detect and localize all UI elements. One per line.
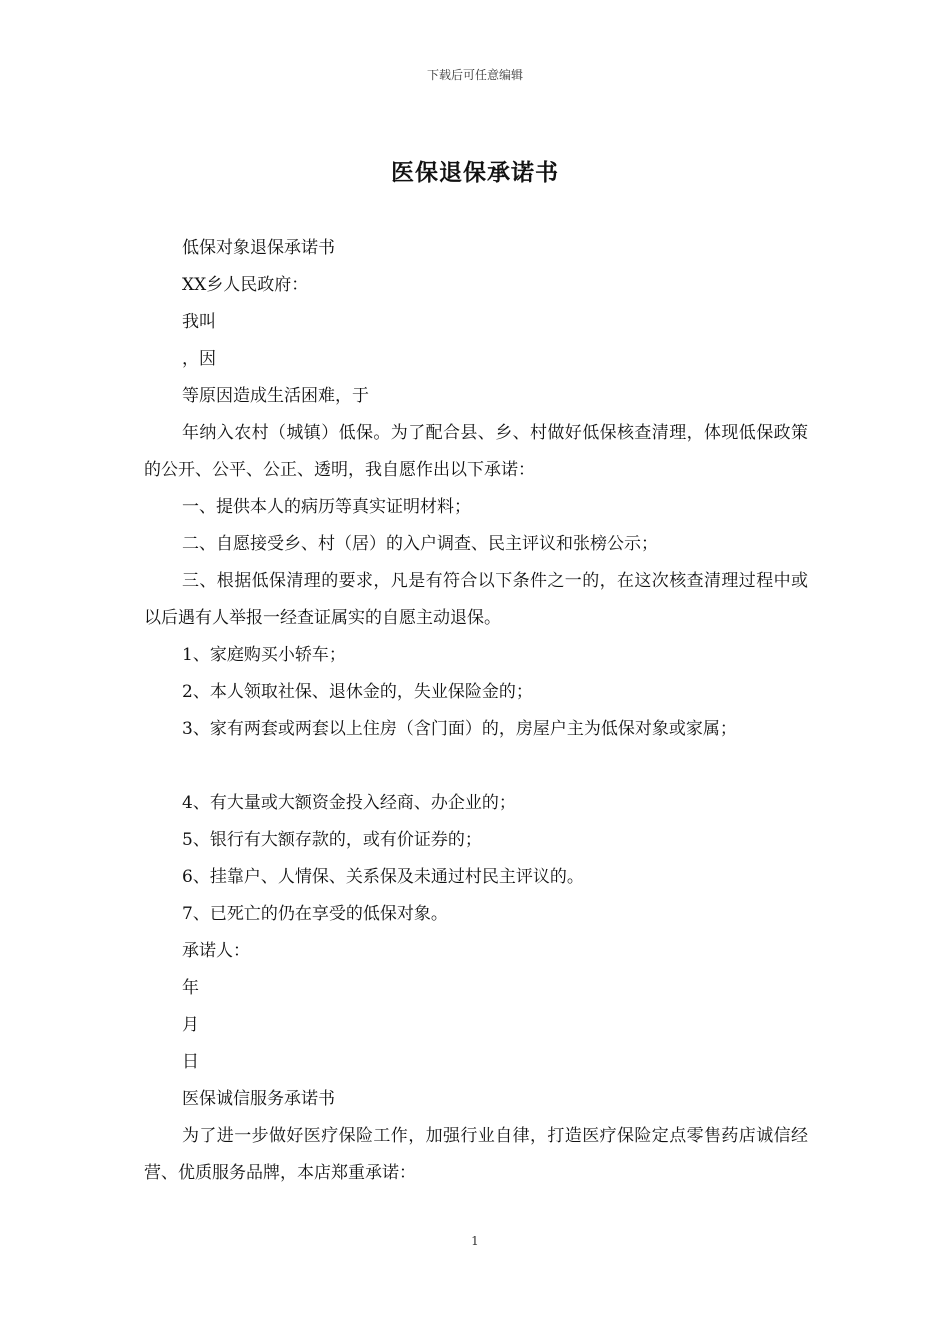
- paragraph-month: 月: [182, 1015, 199, 1035]
- document-body: [144, 230, 808, 1192]
- paragraph-commitment-2: 二、自愿接受乡、村（居）的入户调查、民主评议和张榜公示；: [182, 534, 658, 554]
- paragraph-condition-4: 4、有大量或大额资金投入经商、办企业的；: [182, 793, 516, 813]
- header-note: 下载后可任意编辑: [426, 68, 523, 82]
- paragraph-subtitle: 低保对象退保承诺书: [182, 238, 335, 258]
- paragraph-commitment-1: 一、提供本人的病历等真实证明材料；: [182, 497, 471, 517]
- paragraph-name: 我叫: [182, 312, 216, 332]
- paragraph-condition-2: 2、本人领取社保、退休金的，失业保险金的；: [182, 682, 533, 702]
- paragraph-reason: ，因: [182, 349, 216, 369]
- paragraph-addressee: XX乡人民政府：: [182, 275, 309, 295]
- paragraph-condition-5: 5、银行有大额存款的，或有价证券的；: [182, 830, 482, 850]
- paragraph-commitment-3: 三、根据低保清理的要求，凡是有符合以下条件之一的，在这次核查清理过程中或以后遇有人举报一经查证属实的自愿主动退保。: [144, 571, 808, 628]
- paragraph-hardship: 等原因造成生活困难，于: [182, 386, 369, 406]
- paragraph-second-title: 医保诚信服务承诺书: [182, 1089, 335, 1109]
- paragraph-year: 年: [182, 978, 199, 998]
- paragraph-signatory: 承诺人：: [182, 941, 250, 961]
- paragraph-condition-3: 3、家有两套或两套以上住房（含门面）的，房屋户主为低保对象或家属；: [182, 719, 737, 739]
- paragraph-intro: 年纳入农村（城镇）低保。为了配合县、乡、村做好低保核查清理，体现低保政策的公开、公平、公正、透明，我自愿作出以下承诺：: [144, 423, 808, 480]
- paragraph-condition-1: 1、家庭购买小轿车；: [182, 645, 346, 665]
- paragraph-condition-6: 6、挂靠户、人情保、关系保及未通过村民主评议的。: [182, 867, 584, 887]
- document-title: 医保退保承诺书: [391, 160, 559, 186]
- paragraph-second-intro: 为了进一步做好医疗保险工作，加强行业自律，打造医疗保险定点零售药店诚信经营、优质服务品牌，本店郑重承诺：: [144, 1126, 808, 1183]
- paragraph-day: 日: [182, 1052, 199, 1072]
- paragraph-condition-7: 7、已死亡的仍在享受的低保对象。: [182, 904, 448, 924]
- page-number: 1: [471, 1234, 479, 1248]
